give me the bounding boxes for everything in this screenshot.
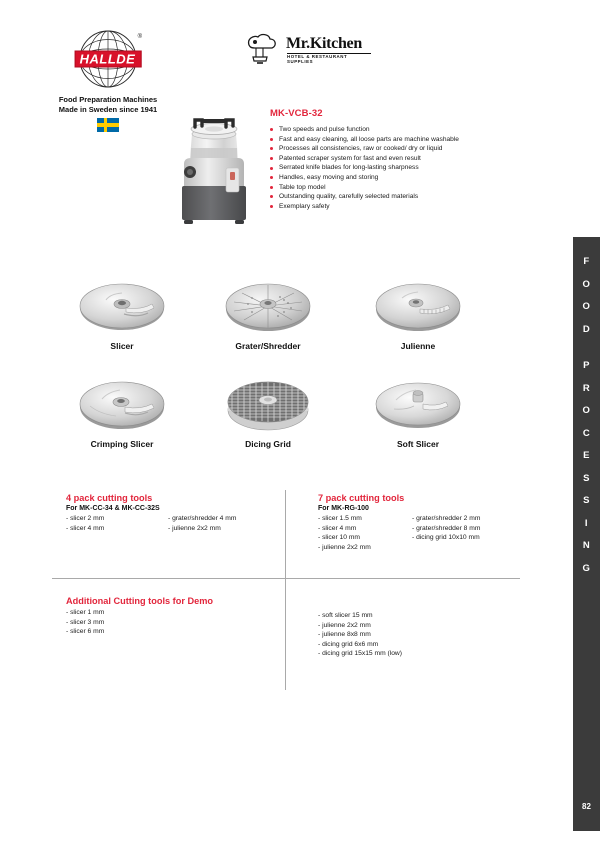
four-pack-col2 bbox=[168, 514, 236, 533]
list-item: - slicer 1.5 mm bbox=[318, 515, 362, 522]
disc-item-grater-shredder bbox=[188, 275, 348, 351]
list-item: - slicer 6 mm bbox=[66, 628, 105, 636]
feature-list bbox=[270, 125, 510, 211]
list-item: - julienne 8x8 mm bbox=[318, 631, 371, 639]
feature-item: Two speeds and pulse function bbox=[270, 125, 510, 135]
list-item: - grater/shredder 4 mm bbox=[168, 515, 237, 522]
list-item: - slicer 2 mm bbox=[66, 515, 105, 522]
demo-tools-section bbox=[66, 596, 281, 637]
demo-tools-right bbox=[318, 611, 528, 659]
hallde-wordmark: HALLDE bbox=[75, 51, 142, 68]
hallde-brand-block bbox=[33, 28, 183, 132]
list-item: - soft slicer 15 mm bbox=[318, 612, 373, 619]
list-item: - slicer 10 mm bbox=[318, 534, 360, 542]
list-item: - grater/shredder 8 mm bbox=[412, 524, 481, 532]
feature-item: Outstanding quality, carefully selected materials bbox=[270, 192, 510, 202]
distributor-name: Mr.Kitchen bbox=[286, 35, 362, 52]
section-title: 4 pack cutting tools bbox=[66, 493, 153, 503]
category-label bbox=[573, 251, 600, 580]
category-sidebar bbox=[573, 237, 600, 831]
feature-item: Processes all consistencies, raw or cooked/ dry or liquid bbox=[270, 144, 510, 154]
seven-pack-col2 bbox=[412, 514, 480, 552]
vertical-cutter-blender-image bbox=[168, 112, 264, 228]
page-number: 82 bbox=[582, 802, 591, 811]
sidebar-letter: P bbox=[583, 360, 590, 371]
sidebar-letter: G bbox=[582, 562, 591, 574]
seven-pack-col1 bbox=[318, 514, 398, 552]
list-item: - slicer 3 mm bbox=[66, 618, 105, 626]
globe-icon bbox=[75, 28, 141, 90]
brand-tagline-line1: Food Preparation Machines bbox=[58, 95, 158, 104]
crimping-slicer-disc-image bbox=[42, 373, 202, 435]
sidebar-letter: O bbox=[582, 405, 591, 416]
demo-tools-col2 bbox=[318, 611, 528, 659]
feature-item: Handles, easy moving and storing bbox=[270, 173, 510, 183]
list-item: - dicing grid 15x15 mm (low) bbox=[318, 650, 402, 658]
sidebar-letter: N bbox=[582, 540, 591, 551]
sidebar-letter: F bbox=[583, 256, 590, 267]
sidebar-letter: S bbox=[583, 472, 590, 484]
sidebar-letter: R bbox=[582, 382, 591, 394]
list-item: - grater/shredder 2 mm bbox=[412, 515, 481, 522]
section-title: 7 pack cutting tools bbox=[318, 493, 405, 503]
registered-mark: ® bbox=[137, 34, 142, 40]
brand-tagline bbox=[33, 95, 183, 114]
list-item: - dicing grid 10x10 mm bbox=[412, 534, 480, 542]
horizontal-divider bbox=[52, 578, 520, 579]
soft-slicer-disc-image bbox=[338, 373, 498, 435]
sidebar-letter: O bbox=[582, 278, 591, 290]
list-item: - dicing grid 6x6 mm bbox=[318, 640, 379, 648]
disc-item-crimping-slicer bbox=[42, 373, 202, 449]
feature-item: Serrated knife blades for long-lasting sharpness bbox=[270, 163, 510, 173]
list-item: - julienne 2x2 mm bbox=[168, 524, 221, 532]
sidebar-letter: C bbox=[582, 427, 591, 439]
disc-label: Crimping Slicer bbox=[90, 439, 154, 449]
grater-shredder-disc-image bbox=[188, 275, 348, 337]
slicer-disc-image bbox=[42, 275, 202, 337]
sidebar-letter: E bbox=[583, 450, 590, 461]
sidebar-letter-space bbox=[573, 341, 600, 355]
list-item: - slicer 1 mm bbox=[66, 609, 105, 616]
disc-item-julienne bbox=[338, 275, 498, 351]
sidebar-letter: O bbox=[582, 301, 591, 312]
list-item: - julienne 2x2 mm bbox=[318, 621, 371, 629]
product-model: MK-VCB-32 bbox=[270, 108, 323, 119]
section-subtitle: For MK-RG-100 bbox=[318, 505, 369, 512]
feature-item: Patented scraper system for fast and even result bbox=[270, 154, 510, 164]
section-subtitle: For MK-CC-34 & MK-CC-32S bbox=[66, 505, 160, 512]
chef-hat-icon bbox=[243, 33, 285, 69]
disc-label: Dicing Grid bbox=[245, 439, 291, 449]
julienne-disc-image bbox=[338, 275, 498, 337]
distributor-logo bbox=[243, 33, 373, 71]
list-item: - slicer 4 mm bbox=[66, 524, 105, 532]
disc-item-slicer bbox=[42, 275, 202, 351]
sidebar-letter: S bbox=[583, 495, 590, 506]
four-pack-section bbox=[66, 493, 276, 533]
disc-item-soft-slicer bbox=[338, 373, 498, 449]
demo-tools-col1 bbox=[66, 608, 281, 637]
list-item: - slicer 4 mm bbox=[318, 524, 357, 532]
feature-item: Fast and easy cleaning, all loose parts are machine washable bbox=[270, 135, 510, 145]
vertical-divider bbox=[285, 490, 286, 690]
four-pack-col1 bbox=[66, 514, 154, 533]
list-item: - julienne 2x2 mm bbox=[318, 543, 371, 551]
swedish-flag-icon bbox=[97, 118, 119, 132]
disc-item-dicing-grid bbox=[188, 373, 348, 449]
distributor-subtitle: HOTEL & RESTAURANT SUPPLIES bbox=[287, 54, 348, 64]
product-info bbox=[270, 108, 510, 211]
brand-tagline-line2: Made in Sweden since 1941 bbox=[58, 104, 158, 114]
seven-pack-section bbox=[318, 493, 528, 552]
dicing-grid-image bbox=[188, 373, 348, 435]
disc-label: Slicer bbox=[110, 341, 134, 351]
disc-label: Soft Slicer bbox=[396, 439, 440, 449]
feature-item: Exemplary safety bbox=[270, 202, 510, 212]
sidebar-letter: I bbox=[584, 517, 589, 529]
section-title: Additional Cutting tools for Demo bbox=[66, 596, 213, 606]
sidebar-letter: D bbox=[582, 323, 591, 335]
disc-label: Grater/Shredder bbox=[235, 341, 301, 351]
disc-label: Julienne bbox=[400, 341, 436, 351]
feature-item: Table top model bbox=[270, 183, 510, 193]
